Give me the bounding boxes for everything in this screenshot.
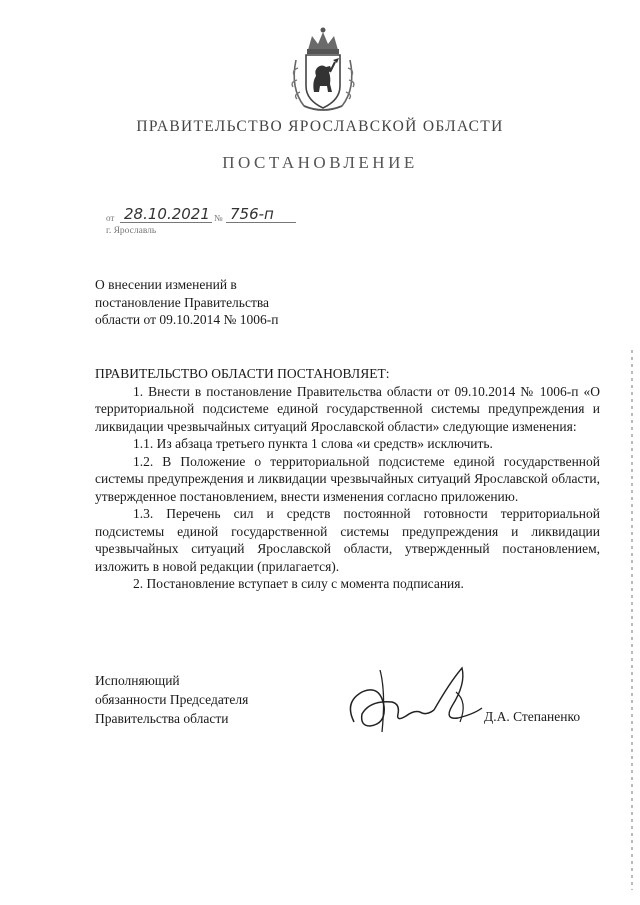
number-prefix: № bbox=[214, 213, 223, 223]
signer-role bbox=[95, 671, 248, 728]
yaroslavl-coat-of-arms-icon bbox=[284, 22, 362, 116]
handwritten-date: 28.10.2021 bbox=[124, 205, 210, 223]
subject-line: О внесении изменений в bbox=[95, 277, 237, 292]
resolution-body bbox=[95, 365, 600, 593]
signer-name: Д.А. Степаненко bbox=[484, 709, 581, 724]
paragraph-1: 1. Внести в постановление Правительства области от 09.10.2014 № 1006-п «О территориальной подсистеме единой государственной системы предупреждения и ликвидации чрезвычайных ситуаций Ярославской области» следующие изменения: bbox=[95, 383, 600, 434]
resolves-heading: ПРАВИТЕЛЬСТВО ОБЛАСТИ ПОСТАНОВЛЯЕТ: bbox=[95, 366, 390, 381]
subject-line: постановление Правительства bbox=[95, 294, 270, 310]
role-line: Исполняющий bbox=[95, 673, 180, 688]
paragraph-1-3: 1.3. Перечень сил и средств постоянной готовности территориальной подсистемы единой государственной системы предупреждения и ликвидации чрезвычайных ситуаций Ярославской области, утвержденный постановлением, изложить в новой редакции (прилагается). bbox=[95, 506, 600, 574]
paragraph-2: 2. Постановление вступает в силу с момента подписания. bbox=[133, 576, 464, 591]
handwritten-signature bbox=[340, 662, 500, 738]
subject-block bbox=[95, 276, 278, 329]
paragraph-1-1: 1.1. Из абзаца третьего пункта 1 слова «и средств» исключить. bbox=[133, 436, 493, 451]
subject-line: области от 09.10.2014 № 1006-п bbox=[95, 312, 279, 327]
document-type: ПОСТАНОВЛЕНИЕ bbox=[222, 153, 418, 172]
paragraph-1-2: 1.2. В Положение о территориальной подсистеме единой государственной системы предупреждения и ликвидации чрезвычайных ситуаций Ярославской области, утвержденное постановлением, внести изменения согласно приложению. bbox=[95, 453, 600, 504]
role-line: Правительства области bbox=[95, 711, 229, 726]
handwritten-number: 756-п bbox=[230, 205, 274, 223]
scan-edge-marks bbox=[631, 350, 633, 890]
city: г. Ярославль bbox=[106, 226, 157, 236]
date-prefix: от bbox=[106, 213, 115, 223]
government-name: ПРАВИТЕЛЬСТВО ЯРОСЛАВСКОЙ ОБЛАСТИ bbox=[136, 118, 504, 135]
role-line: обязанности Председателя bbox=[95, 692, 249, 707]
